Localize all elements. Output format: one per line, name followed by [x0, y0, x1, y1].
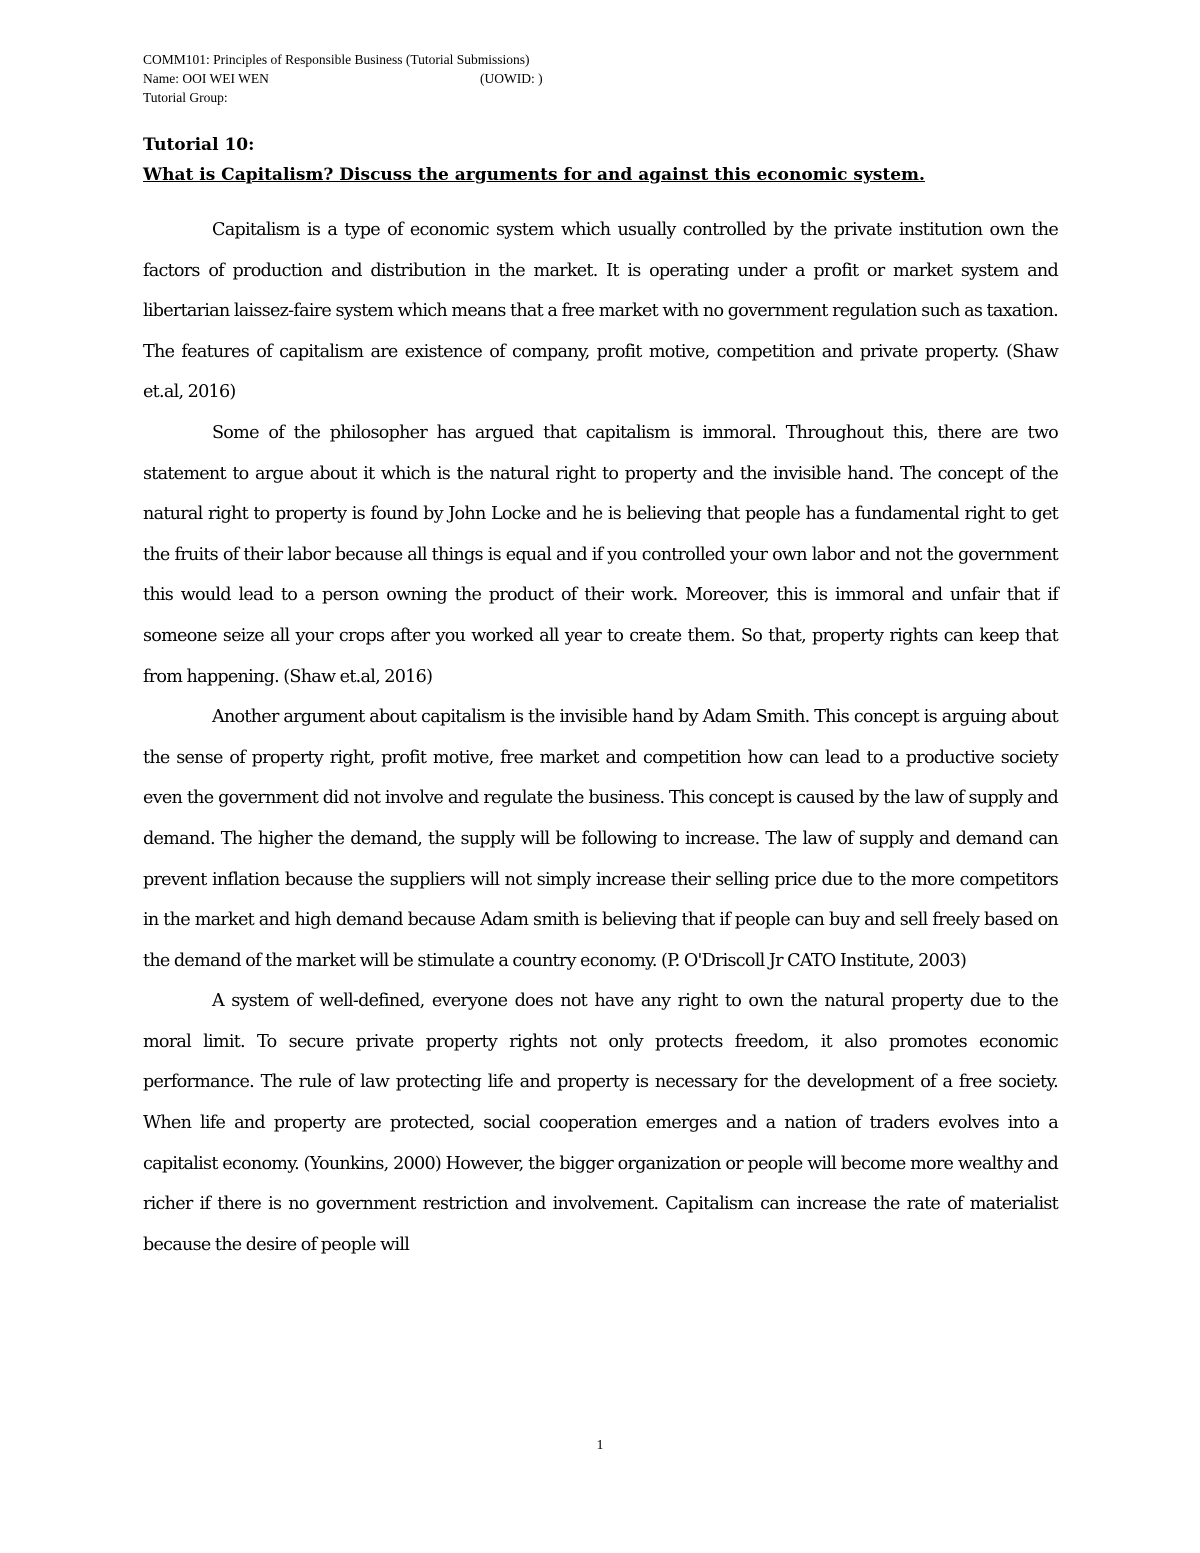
uowid-field: (UOWID: ) — [480, 71, 543, 86]
paragraph-3: Another argument about capitalism is the invisible hand by Adam Smith. This concept is arguing about the sense of property right, profit motive, free market and competition how can lead to a productive society even the government did not involve and regulate the business. This concept is caused by the law of supply and demand. The higher the demand, the supply will be following to increase. The law of supply and demand can prevent inflation because the suppliers will not simply increase their selling price due to the more competitors in the market and high demand because Adam smith is believing that if people can buy and sell freely based on the demand of the market will be stimulate a country economy. (P. O'Driscoll Jr CATO Institute, 2003) — [143, 707, 1058, 971]
student-name-line — [143, 69, 943, 88]
tutorial-number: Tutorial 10: — [143, 135, 255, 155]
tutorial-question: What is Capitalism? Discuss the arguments for and against this economic system. — [143, 165, 925, 185]
tutorial-heading — [143, 130, 1063, 190]
paragraph-1: Capitalism is a type of economic system which usually controlled by the private institution own the factors of production and distribution in the market. It is operating under a profit or market system and libertarian laissez-faire system which means that a free market with no government regulation such as taxation. The features of capitalism are existence of company, profit motive, competition and private property. (Shaw et.al, 2016) — [143, 220, 1058, 403]
document-header — [143, 50, 943, 107]
page-number: 1 — [596, 1438, 604, 1453]
paragraph-2: Some of the philosopher has argued that capitalism is immoral. Throughout this, there are two statement to argue about it which is the natural right to property and the invisible hand. The concept of the natural right to property is found by John Locke and he is believing that people has a fundamental right to get the fruits of their labor because all things is equal and if you controlled your own labor and not the government this would lead to a person owning the product of their work. Moreover, this is immoral and unfair that if someone seize all your crops after you worked all year to create them. So that, property rights can keep that from happening. (Shaw et.al, 2016) — [143, 422, 1058, 687]
student-name: Name: OOI WEI WEN — [143, 71, 269, 86]
course-title: COMM101: Principles of Responsible Business (Tutorial Submissions) — [143, 52, 530, 67]
paragraph-4: A system of well-defined, everyone does not have any right to own the natural property due to the moral limit. To secure private property rights not only protects freedom, it also promotes economic performance. The rule of law protecting life and property is necessary for the development of a free society. When life and property are protected, social cooperation emerges and a nation of traders evolves into a capitalist economy. (Younkins, 2000) However, the bigger organization or people will become more wealthy and richer if there is no government restriction and involvement. Capitalism can increase the rate of materialist because the desire of people will — [143, 991, 1058, 1255]
essay-body — [143, 210, 1058, 1265]
tutorial-group: Tutorial Group: — [143, 90, 228, 105]
